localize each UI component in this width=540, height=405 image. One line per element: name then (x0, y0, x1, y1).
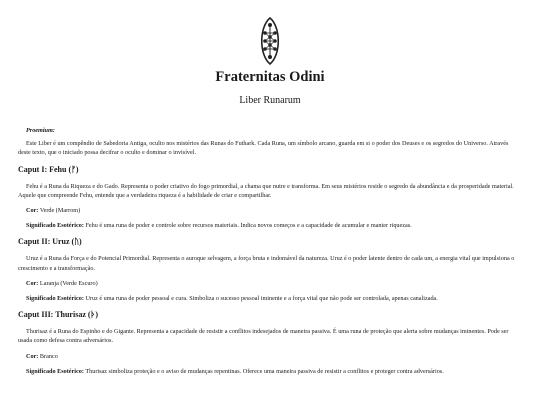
color-label: Cor: (26, 207, 39, 215)
chapter-description: Uruz é a Runa da Força e do Potencial Primordial. Representa o auroque selvagem, a força bruta e indomável da natureza. Uruz é o poder latente dentro de cada um, a energia vital que impulsiona o crescimento e a transformação. (18, 255, 515, 272)
chapter-description: Thurisaz é a Runa do Espinho e do Gigante. Representa a capacidade de resistir a conflitos indesejados de maneira passiva. É uma runa de proteção que alerta sobre mudanças iminentes. Pode ser usada como defesa contra adversários. (18, 328, 509, 345)
chapter-thurisaz (18, 310, 522, 376)
proemium-text: Este Liber é um compêndio de Sabedoria Antiga, oculto nos mistérios das Runas do Futhark. Cada Runa, um símbolo arcano, guarda em si o poder dos Deuses e os segredos do Universo. Através deste texto, que o iniciado possa decifrar o oculto e dominar o invisível. (18, 140, 509, 157)
rune-tree-emblem-icon (257, 17, 283, 65)
chapter-heading: Caput III: Thurisaz (ᚦ) (18, 310, 98, 320)
chapter-uruz (18, 237, 522, 303)
chapter-fehu (18, 165, 522, 231)
chapter-color (26, 352, 522, 361)
color-value: Laranja (Verde Escuro) (39, 279, 98, 287)
proemium-label: Proemium: (26, 127, 55, 134)
meaning-value: Thurisaz simboliza proteção e o aviso de mudanças repentinas. Oferece uma maneira passiva de resistir a conflitos e proteger contra adversários. (85, 367, 444, 375)
meaning-label: Significado Esotérico: (26, 367, 84, 375)
chapter-description: Fehu é a Runa da Riqueza e do Gado. Representa o poder criativo do fogo primordial, a chama que nutre e transforma. Em seus mistérios reside o segredo da abundância e da prosperidade material. Aquele que compreende Fehu, entende que a verdadeira riqueza é a habilidade de criar e compartilhar. (18, 182, 514, 199)
chapter-heading: Caput I: Fehu (ᚠ) (18, 164, 79, 174)
color-value: Branco (39, 352, 58, 360)
meaning-label: Significado Esotérico: (26, 295, 84, 303)
color-value: Verde (Marrom) (39, 207, 81, 215)
chapter-meaning (26, 221, 522, 230)
meaning-value: Uruz é uma runa de poder pessoal e cura. Simboliza o sucesso pessoal iminente e a força vital que não pode ser controlada, apenas canalizada. (85, 295, 438, 303)
chapter-heading: Caput II: Uruz (ᚢ) (18, 237, 82, 247)
chapter-color (26, 206, 522, 215)
color-label: Cor: (26, 279, 39, 287)
document-title: Fraternitas Odini (215, 69, 325, 85)
meaning-value: Fehu é uma runa de poder e controle sobre recursos materiais. Indica novos começos e a capacidade de acumular e manter riquezas. (85, 222, 412, 230)
chapter-color (26, 279, 522, 288)
document-body (18, 126, 522, 376)
meaning-label: Significado Esotérico: (26, 222, 84, 230)
chapter-meaning (26, 367, 522, 376)
color-label: Cor: (26, 352, 39, 360)
document-subtitle: Liber Runarum (239, 95, 301, 106)
chapter-meaning (26, 294, 522, 303)
